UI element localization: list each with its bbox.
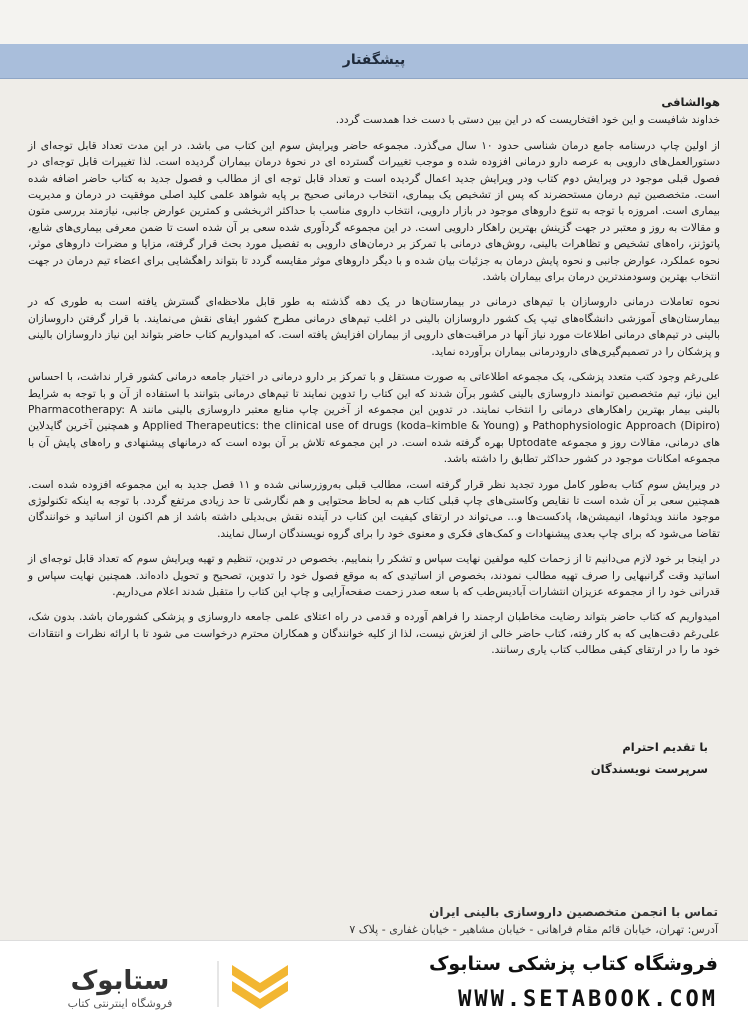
signature-greeting: با تقدیم احترام	[622, 740, 708, 754]
paragraph: علی‌رغم وجود کتب متعدد پزشکی، یک مجموعه اطلاعاتی به صورت مستقل و با تمرکز بر دارو درمانی در اختیار جامعه درمانی کشور قرار نداشت، با احساس این نیاز، تیم متخصصین توانمند داروسازی بالینی کشور برآن شدند که این کتاب را تدوین نمایند تا تیم‌های درمانی بتوانند با استفاده از آن و با توجه به شرایط بالینی بیمار بهترین راهکارهای درمانی را انتخاب نمایند. در تدوین این مجموعه از آخرین چاپ منابع معتبر داروسازی بالینی مانند Pharmacotherapy: A Pathophysiologic Approach (Dipiro) و Applied Therapeutics: the clinical use of drugs (koda–kimble & Young) و همچنین آخرین گایدلاین های درمانی، مقالات روز و مجموعه Uptodate بهره گرفته شده است. در این مجموعه تلاش بر آن بوده است که درمانهای پیشنهادی و راه‌های پایش آن با مجموعه امکانات موجود در کشور حداکثر تطابق را داشته باشد.	[28, 371, 720, 466]
chevron-logo-icon	[228, 961, 288, 1009]
paragraph: در اینجا بر خود لازم می‌دانیم تا از زحمات کلیه مولفین نهایت سپاس و تشکر را بنماییم. بخصوص در تدوین، تنظیم و تهیه ویرایش سوم که تعداد قابل توجه‌ای از اساتید وقت گرانبهایی را صرف تهیه مطالب نمودند، بخصوص از اساتیدی که به موقع فصول خود را تدوین، تصحیح و تحویل داده‌اند. همچنین نهایت سپاس و قدرانی خود را از مجموعه عزیزان انتشارات آبادیس‌طب که با سعه صدر زحمت صفحه‌آرایی و چاپ این کتاب را متقبل شدند اعلام می‌داریم.	[28, 553, 720, 598]
page-title: پیشگفتار	[342, 52, 406, 68]
logo-wordmark: ستابوک	[70, 966, 170, 996]
chapter-header-bar	[0, 44, 748, 79]
logo-graphic	[20, 953, 310, 1015]
page-top-margin	[0, 0, 748, 44]
paragraph: در ویرایش سوم کتاب به‌طور کامل مورد تجدید نظر قرار گرفته است، مطالب قبلی به‌روزرسانی شده و ۱۱ فصل جدید به این مجموعه افزوده شده است. همچنین سعی بر آن شده است تا نقایص وکاستی‌های چاپ قبلی کتاب هم به لحاظ محتوایی و هم نگارشی تا حد زیادی مرتفع گردد. با توجه به اینکه تکنولوژی موجود مانند ویدئوها، انیمیشن‌ها، پادکست‌ها و... می‌تواند در ارتقای کیفیت این کتاب در آینده نقش بی‌بدیلی داشته باشد از هم اکنون از اساتید و خوانندگان تقاضا می‌شود که برای چاپ بعدی پیشنهادات و کمک‌های فکری و معنوی خود را برای گروه نویسندگان ارسال نمایند.	[28, 478, 720, 540]
store-footer-banner	[0, 940, 748, 1025]
paragraph: از اولین چاپ درسنامه جامع درمان شناسی حدود ۱۰ سال می‌گذرد. مجموعه حاضر ویرایش سوم این کتاب می باشد. در این مدت تعداد قابل توجه‌ای از دستورالعمل‌های دارویی به عرصه دارو درمانی افزوده شده و موجب تغییرات گسترده ای در نحوهٔ درمان بیماران گردیده است. لذا تغییرات قابل توجه‌ای در فصول قبلی موجود در ویرایش دوم کتاب ودر ویرایش جدید اعمال گردیده است و تعداد قابل توجه ای از مطالب و فصول جدید به کتاب حاضر اضافه شده است. متخصصین تیم درمان مستحضرند که پس از تشخیص یک بیماری، انتخاب درمانی صحیح بر پایه شواهد علمی کلید اصلی موفقیت در درمان و مدیریت بیماری است. امروزه با توجه به تنوع داروهای موجود در بازار دارویی، انتخاب داروی مناسب با حداکثر اثربخشی و کمترین عوارض جانبی، نیازمند بررسی متون و مقالات به روز و معتبر در جهت گزینش بهترین راهکار دارویی است. در این مجموعه گردآوری شده سعی بر آن شده است تا ضمن معرفی بیماری‌های شایع، پاتوژنز، راه‌های تشخیص و تظاهرات بالینی، روش‌های درمانی با تمرکز بر درمان‌های دارویی به تفصیل مورد بحث قرار گرفته، مزایا و مضرات داروهای موثر، نحوه عملکرد، عوارض جانبی و نحوه پایش درمان به جزئیات بیان شده و با دیگر داروهای موثر مقایسه گردد تا بتواند راهگشایی برای اعضاء تیم درمان در جهت انتخاب بهترین وسودمندترین درمان برای بیماران باشد.	[28, 139, 721, 284]
paragraph: امیدواریم که کتاب حاضر بتواند رضایت مخاطبان ارجمند را فراهم آورده و قدمی در راه اعتلای علمی جامعه داروسازی و پزشکی کشورمان باشد. بدون شک، علی‌رغم دقت‌هایی که به کار رفته، کتاب حاضر خالی از لغزش نیست، لذا از کلیه خوانندگان و همکاران محترم درخواست می شود تا با ارائه نظرات و انتقادات خود ما را در ارتقای کیفی مطالب کتاب یاری رسانند.	[28, 611, 720, 657]
contact-title: تماس با انجمن متخصصین داروسازی بالینی ایران	[429, 905, 718, 919]
contact-address: آدرس: تهران، خیابان قائم مقام فراهانی - خیابان مشاهیر - خیابان غفاری - پلاک ۷	[349, 923, 718, 936]
store-name: فروشگاه کتاب پزشکی ستابوک	[428, 953, 718, 975]
store-logo[interactable]	[20, 953, 310, 1015]
signature-block	[591, 736, 708, 780]
preface-body	[28, 94, 720, 668]
opening-heading: هوالشافی	[661, 95, 720, 109]
signature-author: سرپرست نویسندگان	[590, 762, 708, 776]
paragraph: نحوه تعاملات درمانی داروسازان با تیم‌های درمانی در بیمارستان‌ها در یک دهه گذشته به طور قابل ملاحظه‌ای گسترش یافته است به طوری که در بیمارستان‌های آموزشی دانشگاه‌های تیپ یک کشور داروسازان بالینی در اغلب تیم‌های درمانی مطرح کشور ایفای نقش می‌نمایند. با قرار گرفتن داروسازان بالینی در تیم‌های درمانی اطلاعات مورد نیاز آنها در مراقبت‌های دارویی از بیماران افزایش یافته است. که امیدواریم کتاب حاضر بتواند این نیاز داروسازان بالینی و پزشکان را در تصمیم‌گیری‌های دارودرمانی بیماران برآورده نماید.	[28, 296, 720, 358]
contact-block	[30, 903, 718, 939]
paragraph: خداوند شافیست و این خود افتخاریست که در این بین دستی با دست خدا همدست گردد.	[335, 114, 720, 127]
logo-subtext: فروشگاه اینترنتی کتاب	[67, 997, 173, 1010]
store-url-link[interactable]: WWW.SETABOOK.COM	[458, 987, 718, 1012]
